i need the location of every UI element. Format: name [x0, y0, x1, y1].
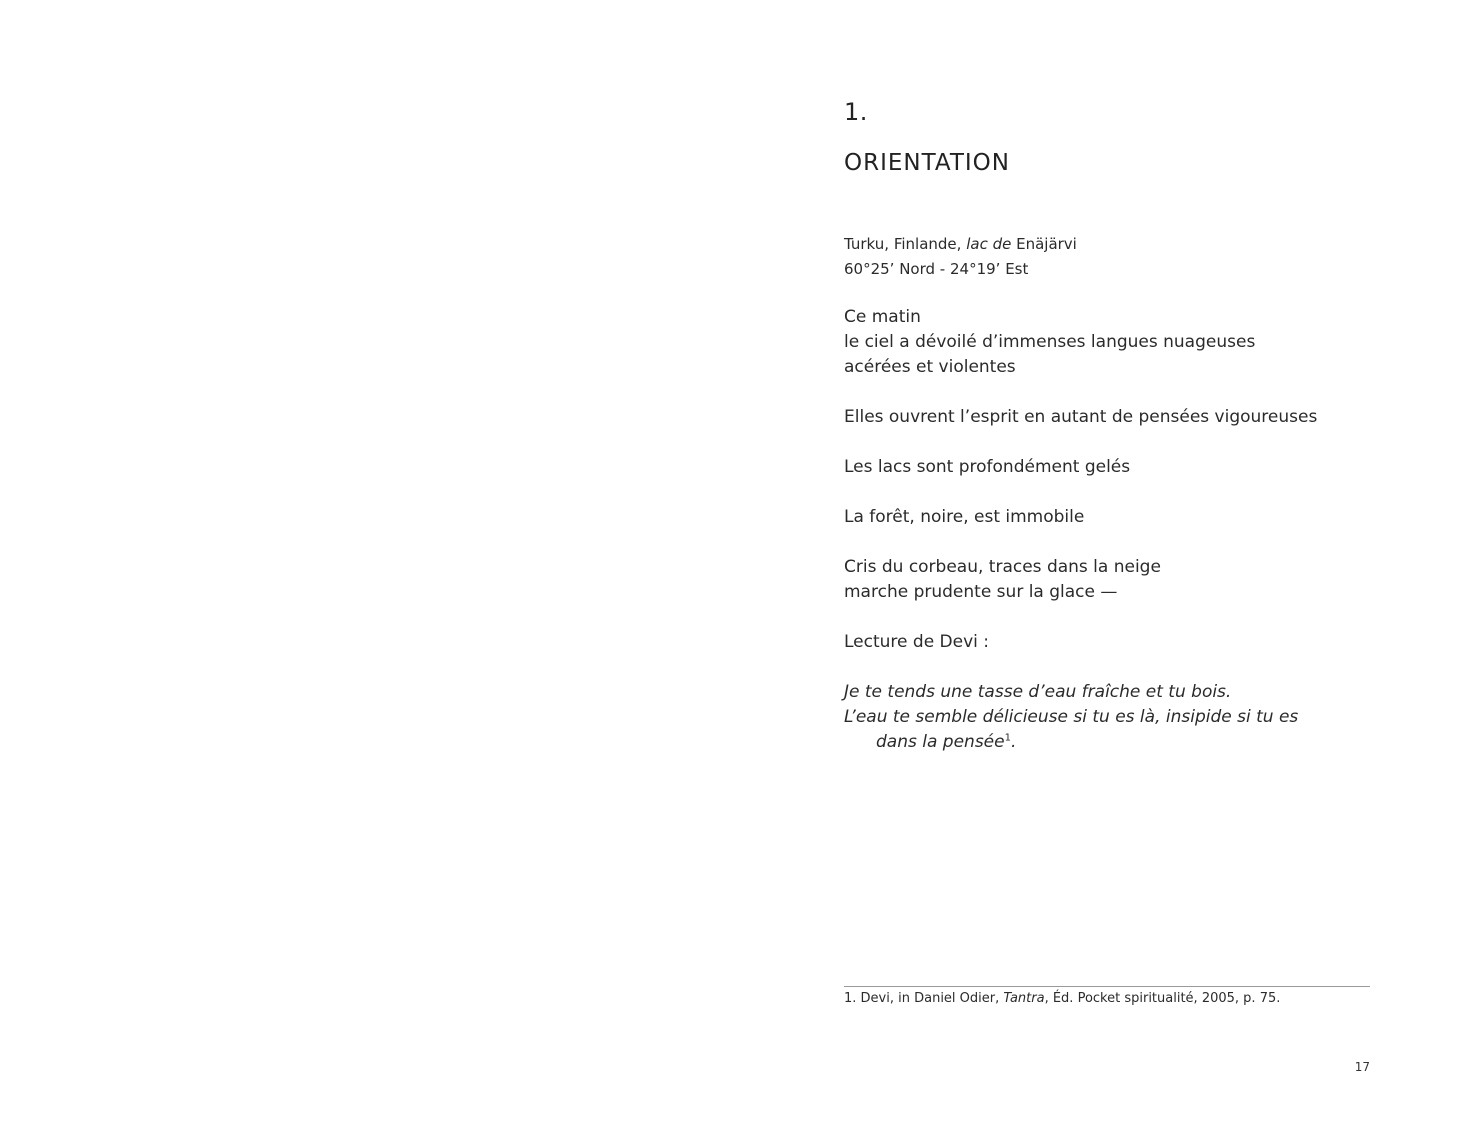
devi-quote [844, 680, 1384, 755]
chapter-number: 1. [844, 98, 868, 126]
footnote-suffix: , Éd. Pocket spiritualité, 2005, p. 75. [1044, 991, 1281, 1006]
footnote-divider [844, 986, 1370, 987]
poem-line: Ce matin [844, 307, 921, 327]
location-place-suffix: Enäjärvi [1011, 235, 1077, 253]
quote-line: L’eau te semble délicieuse si tu es là, insipide si tu es [844, 707, 1299, 727]
poem-line: acérées et violentes [844, 357, 1016, 377]
right-page [738, 0, 1476, 1122]
location-place-prefix: Turku, Finlande, [844, 235, 967, 253]
poem-line: marche prudente sur la glace — [844, 582, 1118, 602]
location-place [844, 232, 1077, 257]
poem-line: Cris du corbeau, traces dans la neige [844, 557, 1161, 577]
stanza-2 [844, 405, 1384, 430]
quote-line-text: dans la pensée [876, 732, 1005, 752]
stanza-5 [844, 555, 1384, 605]
poem-line: Les lacs sont profondément gelés [844, 457, 1131, 477]
footnote-reference[interactable]: 1 [1004, 732, 1011, 744]
location-coordinates: 60°25’ Nord - 24°19’ Est [844, 260, 1029, 278]
footnote-prefix: 1. Devi, in Daniel Odier, [844, 991, 1004, 1006]
poem-line: La forêt, noire, est immobile [844, 507, 1085, 527]
page-number: 17 [1354, 1060, 1370, 1074]
location-place-italic: lac de [966, 235, 1012, 253]
stanza-3 [844, 455, 1384, 480]
stanza-4 [844, 505, 1384, 530]
stanza-1 [844, 305, 1384, 380]
footnote [844, 990, 1280, 1008]
poem-line: Elles ouvrent l’esprit en autant de pensées vigoureuses [844, 407, 1318, 427]
poem-line: le ciel a dévoilé d’immenses langues nuageuses [844, 332, 1256, 352]
quote-line: Je te tends une tasse d’eau fraîche et tu bois. [844, 682, 1232, 702]
location-block [844, 232, 1077, 282]
footnote-italic: Tantra [1003, 991, 1045, 1006]
quote-line [844, 730, 1384, 755]
chapter-title: ORIENTATION [844, 150, 1010, 176]
poem [844, 305, 1384, 780]
quote-line-end: . [1010, 732, 1017, 752]
stanza-6 [844, 630, 1384, 655]
poem-line: Lecture de Devi : [844, 632, 990, 652]
